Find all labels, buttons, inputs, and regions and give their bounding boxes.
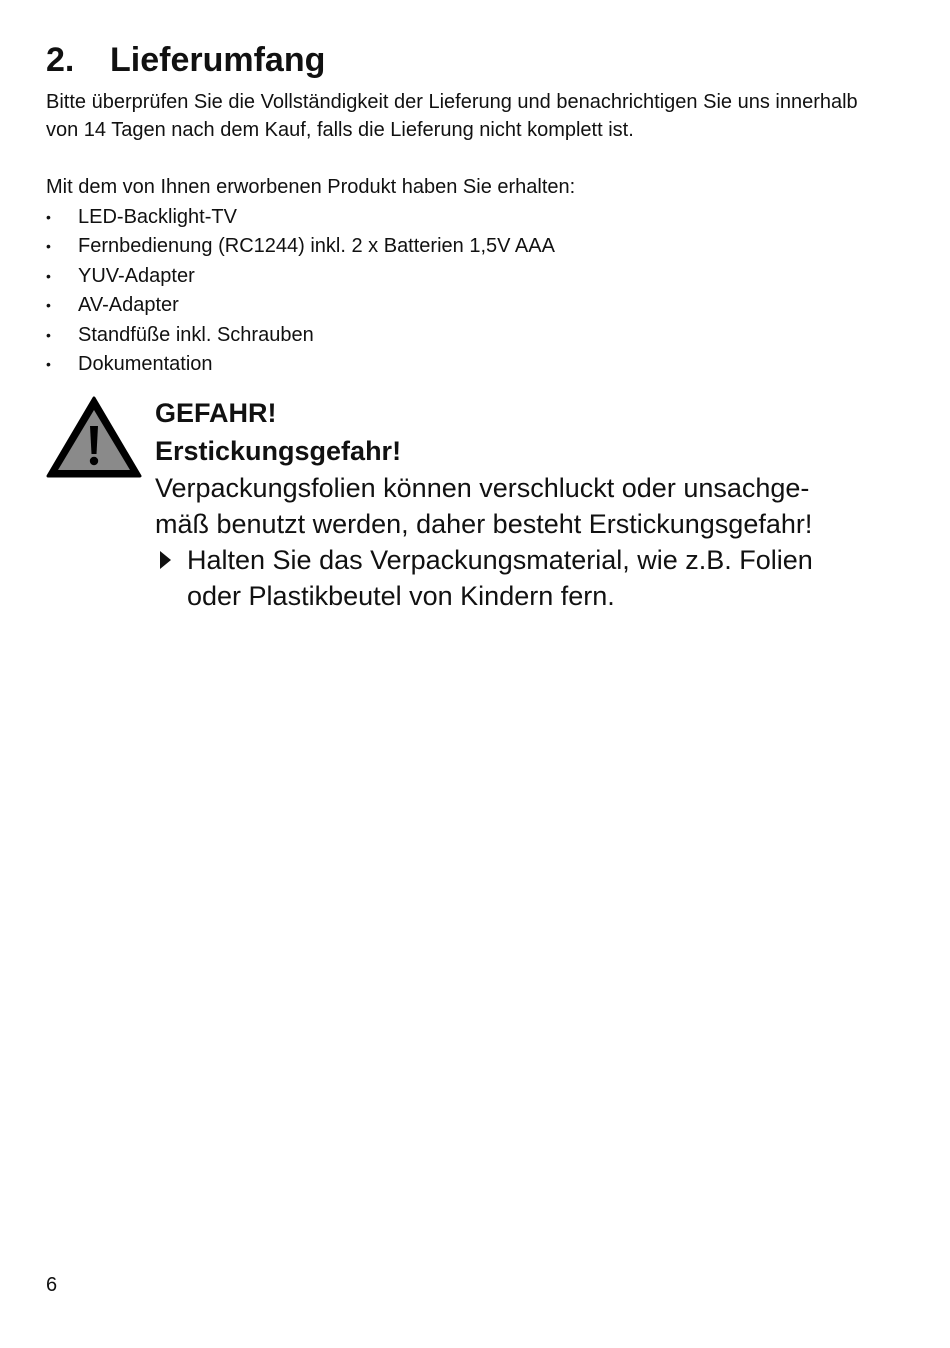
list-item-label: YUV-Adapter: [78, 264, 195, 287]
list-item-label: Dokumentation: [78, 352, 213, 375]
section-title: Lieferumfang: [110, 41, 326, 79]
list-item-label: LED-Backlight-TV: [78, 206, 237, 228]
warning-title: Erstickungsgefahr!: [155, 436, 402, 466]
bullet-icon: •: [46, 326, 51, 343]
bullet-icon: •: [46, 238, 51, 255]
list-item-label: Standfüße inkl. Schrauben: [78, 323, 314, 346]
bullet-icon: •: [46, 355, 51, 372]
list-item: [46, 262, 555, 291]
page-number: 6: [46, 1274, 58, 1296]
list-item-label: Fernbedienung (RC1244) inkl. 2 x Batterien 1,5V AAA: [78, 235, 555, 258]
list-item: [46, 350, 555, 379]
bullet-icon: •: [46, 209, 51, 225]
warning-block: [155, 394, 855, 614]
contents-list: [46, 203, 555, 379]
arrow-right-icon: [158, 550, 172, 570]
warning-text: Verpackungsfolien können verschluckt oder unsachgemäß benutzt werden, daher besteht Erstickungsgefahr!: [155, 473, 813, 539]
bullet-icon: •: [46, 297, 51, 314]
bullet-icon: •: [46, 267, 51, 284]
intro-paragraph: Bitte überprüfen Sie die Vollständigkeit der Lieferung und benachrichtigen Sie uns innerhalb von 14 Tagen nach dem Kauf, falls die Lieferung nicht komplett ist.: [46, 91, 858, 141]
warning-triangle-icon: [46, 396, 142, 480]
received-intro: Mit dem von Ihnen erworbenen Produkt haben Sie erhalten:: [46, 176, 576, 198]
list-item: [46, 321, 555, 350]
list-item: [46, 291, 555, 320]
section-number: 2.: [46, 41, 75, 79]
list-item: [46, 232, 555, 261]
warning-level: GEFAHR!: [155, 398, 277, 428]
list-item: [46, 203, 555, 232]
list-item-label: AV-Adapter: [78, 294, 179, 317]
warning-action-text: Halten Sie das Verpackungsmaterial, wie z.B. Folien oder Plastikbeutel von Kindern fern.: [187, 545, 813, 611]
warning-action: [155, 542, 847, 614]
section-heading: [46, 38, 325, 82]
